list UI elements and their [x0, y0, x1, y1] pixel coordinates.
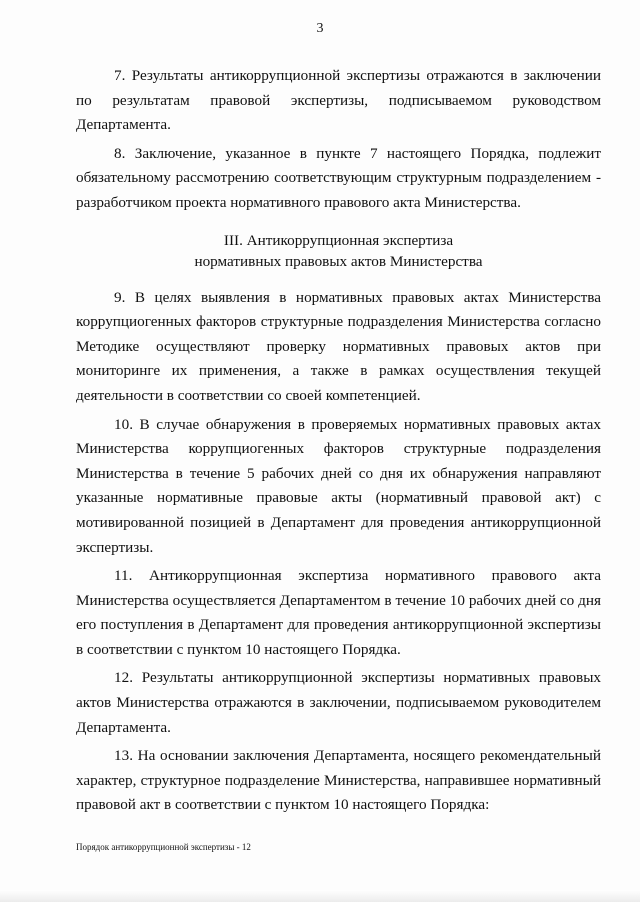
paragraph-13: 13. На основании заключения Департамента, носящего рекомендательный характер, структурное подразделение Министерства, направившее нормативный правовой акт в соответствии с пунктом 10 настоящего Порядка: — [76, 747, 601, 814]
paragraph-12: 12. Результаты антикоррупционной экспертизы нормативных правовых актов Министерства отражаются в заключении, подписываемом руководителем Департамента. — [76, 669, 601, 736]
paragraph-8: 8. Заключение, указанное в пункте 7 настоящего Порядка, подлежит обязательному рассмотрению соответствующим структурным подразделением - разработчиком проекта нормативного правового акта Министерства. — [76, 144, 601, 211]
document-body — [76, 64, 601, 818]
section-heading-line-1: III. Антикоррупционная экспертиза — [223, 231, 454, 249]
page-footer: Порядок антикоррупционной экспертизы - 12 — [76, 842, 251, 852]
scan-edge — [0, 890, 640, 902]
section-heading — [76, 230, 601, 272]
paragraph-11: 11. Антикоррупционная экспертиза нормативного правового акта Министерства осуществляется Департаментом в течение 10 рабочих дней со дня его поступления в Департамент для проведения антикоррупционной экспертизы в соответствии с пунктом 10 настоящего Порядка. — [76, 567, 601, 658]
page-number: 3 — [316, 21, 324, 36]
paragraph-9: 9. В целях выявления в нормативных правовых актах Министерства коррупциогенных факторов структурные подразделения Министерства согласно Методике осуществляют проверку нормативных правовых актов при мониторинге их применения, а также в рамках осуществления текущей деятельности в соответствии со своей компетенцией. — [76, 288, 601, 404]
paragraph-10: 10. В случае обнаружения в проверяемых нормативных правовых актах Министерства коррупциогенных факторов структурные подразделения Министерства в течение 5 рабочих дней со дня их обнаружения направляют указанные нормативные правовые акты (нормативный правовой акт) с мотивированной позицией в Департамент для проведения антикоррупционной экспертизы. — [76, 415, 601, 556]
paragraph-7: 7. Результаты антикоррупционной экспертизы отражаются в заключении по результатам правовой экспертизы, подписываемом руководством Департамента. — [76, 67, 601, 134]
section-heading-line-2: нормативных правовых актов Министерства — [194, 252, 483, 270]
